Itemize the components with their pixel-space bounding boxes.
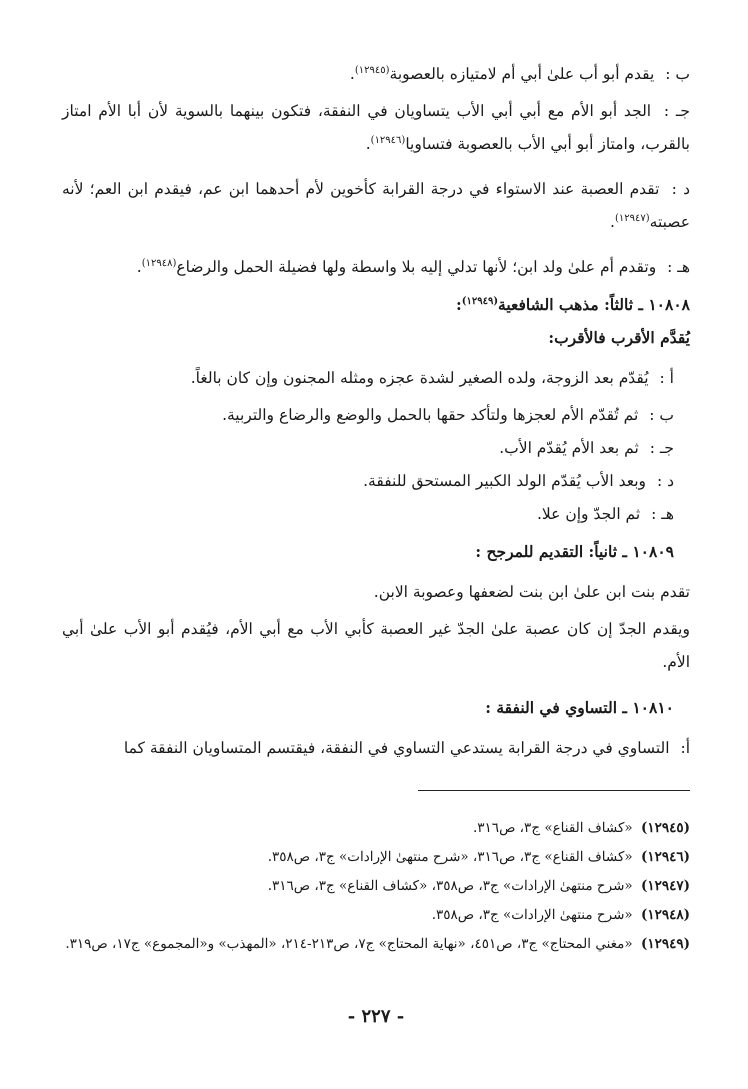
section-heading-10810 [62, 691, 690, 724]
paragraph-plain-1: تقدم بنت ابن علىٰ ابن بنت لضعفها وعصوبة الابن. [373, 583, 690, 601]
footnote-number: (١٢٩٤٩) [640, 936, 690, 952]
list-item-jeem [62, 432, 690, 465]
footnote [62, 814, 690, 843]
item-text: وبعد الأب يُقدّم الولد الكبير المستحق للنفقة. [363, 472, 646, 490]
section-number: ١٠٨٠٨ ـ [638, 295, 690, 314]
item-label: هـ : [651, 505, 674, 523]
footnote-text: «شرح منتهىٰ الإرادات» ج٣، ص٣٥٨. [431, 907, 633, 923]
item-text: ثم تُقدّم الأم لعجزها ولتأكد حقها بالحمل والوضع والرضاع والتربية. [222, 406, 639, 424]
footnote-text: «شرح منتهىٰ الإرادات» ج٣، ص٣٥٨، «كشاف القناع» ج٣، ص٣١٦. [267, 878, 633, 894]
footnote-ref[interactable]: (١٢٩٤٩) [461, 295, 499, 307]
list-item-ha [62, 498, 690, 531]
footnote-text: «مغني المحتاج» ج٣، ص٤٥١، «نهاية المحتاج» ج٧، ص٢١٣-٢١٤، «المهذب» و«المجموع» ج١٧، ص٣١٩. [65, 936, 633, 952]
footnote-ref[interactable]: (١٢٩٤٧) [614, 212, 650, 224]
footnote-ref[interactable]: (١٢٩٤٨) [141, 257, 177, 269]
paragraph-jeem: جـ : الجد أبو الأم مع أبي أبي الأب يتساويان في النفقة، فتكون بينهما بالسوية لأن أبا الأم امتاز بالقرب، وامتاز أبو أبي الأب بالعصوبة فتساويا$^{(١٢٩٤٦)}$. [62, 102, 690, 153]
paragraph-text: تقدم العصبة عند الاستواء في درجة القرابة كأخوين لأم أحدهما ابن عم، فيقدم ابن العم؛ لأنه عصبته [62, 180, 690, 231]
paragraph-text: وتقدم أم علىٰ ولد ابن؛ لأنها تدلي إليه بلا واسطة ولها فضيلة الحمل والرضاع [176, 258, 657, 276]
footnote-divider [418, 790, 690, 791]
list-item-dal [62, 465, 690, 498]
section-number: ١٠٨٠٩ ـ [622, 542, 674, 561]
footnote-text: «كشاف القناع» ج٣، ص٣١٦. [473, 820, 633, 836]
paragraph-text: يقدم أبو أب علىٰ أبي أم لامتيازه بالعصوبة [389, 65, 655, 83]
page-number: - ٢٢٧ - [347, 1006, 405, 1027]
item-label: هـ : [667, 258, 690, 276]
item-label: أ: [680, 739, 690, 757]
paragraph-text: الجد أبو الأم مع أبي أبي الأب يتساويان في النفقة، فتكون بينهما بالسوية لأن أبا الأم امتاز بالقرب، وامتاز أبو أبي الأب بالعصوبة فتساويا [62, 102, 690, 153]
item-text: يُقدّم بعد الزوجة، ولده الصغير لشدة عجزه ومثله المجنون وإن كان بالغاً. [190, 369, 649, 387]
footnote [62, 872, 690, 901]
item-label: د : [671, 180, 690, 198]
paragraph-b: ب : يقدم أبو أب علىٰ أبي أم لامتيازه بالعصوبة$^{(١٢٩٤٥)}$. [349, 64, 690, 83]
section-title: ثالثاً: مذهب الشافعية [498, 295, 634, 314]
section-heading-10809 [62, 535, 690, 568]
section-title: التساوي في النفقة : [485, 698, 618, 717]
paragraph-dal: د : تقدم العصبة عند الاستواء في درجة القرابة كأخوين لأم أحدهما ابن عم، فيقدم ابن العم؛ لأنه عصبته$^{(١٢٩٤٧)}$. [62, 180, 690, 231]
list-item-b [62, 399, 690, 432]
item-label: ب : [649, 406, 674, 424]
paragraph-ha: هـ : وتقدم أم علىٰ ولد ابن؛ لأنها تدلي إليه بلا واسطة ولها فضيلة الحمل والرضاع$^{(١٢٩٤٨)}$. [136, 257, 690, 276]
item-text: ثم بعد الأم يُقدّم الأب. [499, 439, 639, 457]
footnote [62, 901, 690, 930]
section-subheading: يُقدَّم الأقرب فالأقرب: [548, 328, 690, 347]
footnote-ref[interactable]: (١٢٩٤٥) [354, 64, 390, 76]
paragraph-alif [62, 732, 690, 765]
item-label: د : [656, 472, 674, 490]
section-number: ١٠٨١٠ ـ [622, 698, 674, 717]
paragraph-text: التساوي في درجة القرابة يستدعي التساوي في النفقة، فيقتسم المتساويان النفقة كما [123, 739, 670, 757]
item-label: جـ : [649, 439, 674, 457]
page-content [62, 58, 690, 1049]
paragraph-plain-2: ويقدم الجدّ إن كان عصبة علىٰ الجدّ غير العصبة كأبي الأب مع أبي الأم، فيُقدم أبو الأب علىٰ أبي الأم. [62, 620, 690, 671]
list-item-a [62, 362, 690, 395]
item-label: جـ : [663, 102, 690, 120]
footnotes [62, 814, 690, 959]
item-label: أ : [659, 369, 674, 387]
footnote [62, 930, 690, 959]
footnote-text: «كشاف القناع» ج٣، ص٣١٦، «شرح منتهىٰ الإرادات» ج٣، ص٣٥٨. [267, 849, 633, 865]
footnote-number: (١٢٩٤٨) [640, 907, 690, 923]
section-heading-10808: ١٠٨٠٨ ـ ثالثاً: مذهب الشافعية$^{(١٢٩٤٩)}$: [455, 295, 690, 314]
section-title: ثانياً: التقديم للمرجح : [475, 542, 618, 561]
item-label: ب : [665, 65, 690, 83]
footnote-number: (١٢٩٤٥) [640, 820, 690, 836]
footnote-ref[interactable]: (١٢٩٤٦) [370, 134, 406, 146]
footnote-number: (١٢٩٤٧) [640, 878, 690, 894]
item-text: ثم الجدّ وإن علا. [537, 505, 641, 523]
footnote [62, 843, 690, 872]
footnote-number: (١٢٩٤٦) [640, 849, 690, 865]
